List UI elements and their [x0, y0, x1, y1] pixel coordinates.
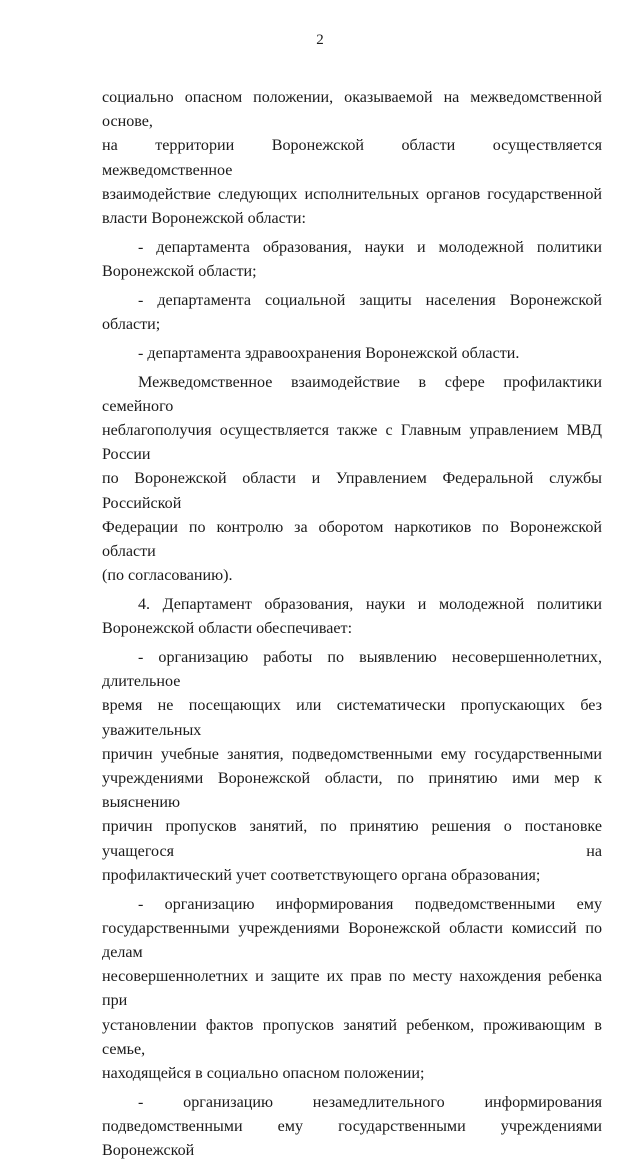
paragraph — [102, 1091, 602, 1164]
text-line: власти Воронежской области: — [102, 210, 306, 228]
text-line: Воронежской области обеспечивает: — [102, 620, 353, 638]
paragraph — [102, 86, 602, 231]
text-line: государственными учреждениями Воронежской области комиссий по делам — [102, 919, 602, 962]
paragraph — [102, 646, 602, 888]
document-body — [102, 86, 602, 1168]
text-line: социально опасном положении, оказываемой на межведомственной основе, — [102, 89, 602, 131]
text-line: профилактический учет соответствующего органа образования; — [102, 866, 541, 884]
text-line: установлении фактов пропусков занятий ребенком, проживающим в семье, — [102, 1016, 602, 1058]
text-line: (по согласованию). — [102, 567, 233, 585]
paragraph — [102, 236, 602, 284]
text-line: находящейся в социально опасном положении; — [102, 1065, 425, 1083]
paragraph — [102, 593, 602, 641]
text-line: причин пропусков занятий, по принятию решения о постановке учащегося на — [102, 818, 602, 860]
text-line: неблагополучия осуществляется также с Главным управлением МВД России — [102, 422, 602, 464]
text-line: Федерации по контролю за оборотом наркотиков по Воронежской области — [102, 518, 602, 561]
text-line: причин учебные занятия, подведомственными ему государственными — [102, 745, 602, 763]
text-line: Межведомственное взаимодействие в сфере профилактики семейного — [102, 373, 602, 415]
page-number: 2 — [316, 32, 324, 48]
paragraph — [102, 342, 602, 366]
text-line: взаимодействие следующих исполнительных органов государственной — [102, 185, 602, 203]
text-line: на территории Воронежской области осуществляется межведомственное — [102, 137, 602, 179]
text-line: 4. Департамент образования, науки и молодежной политики — [138, 596, 602, 614]
text-line: учреждениями Воронежской области, по принятию ими мер к выяснению — [102, 770, 602, 812]
text-line: по Воронежской области и Управлением Федеральной службы Российской — [102, 470, 602, 512]
text-line: несовершеннолетних и защите их прав по месту нахождения ребенка при — [102, 968, 602, 1010]
text-line: - департамента социальной защиты населения Воронежской области; — [102, 291, 602, 334]
text-line: - организацию незамедлительного информирования — [138, 1093, 602, 1111]
paragraph — [102, 371, 602, 589]
text-line: подведомственными ему государственными учреждениями Воронежской — [102, 1118, 602, 1160]
text-line: - департамента образования, науки и молодежной политики — [138, 238, 602, 256]
text-line: Воронежской области; — [102, 263, 257, 281]
text-line: - организацию информирования подведомственными ему — [138, 895, 602, 913]
text-line: - организацию работы по выявлению несовершеннолетних, длительное — [102, 649, 602, 691]
text-line: - департамента здравоохранения Воронежской области. — [138, 344, 520, 362]
paragraph — [102, 289, 602, 337]
text-line: время не посещающих или систематически пропускающих без уважительных — [102, 697, 602, 739]
paragraph — [102, 893, 602, 1087]
